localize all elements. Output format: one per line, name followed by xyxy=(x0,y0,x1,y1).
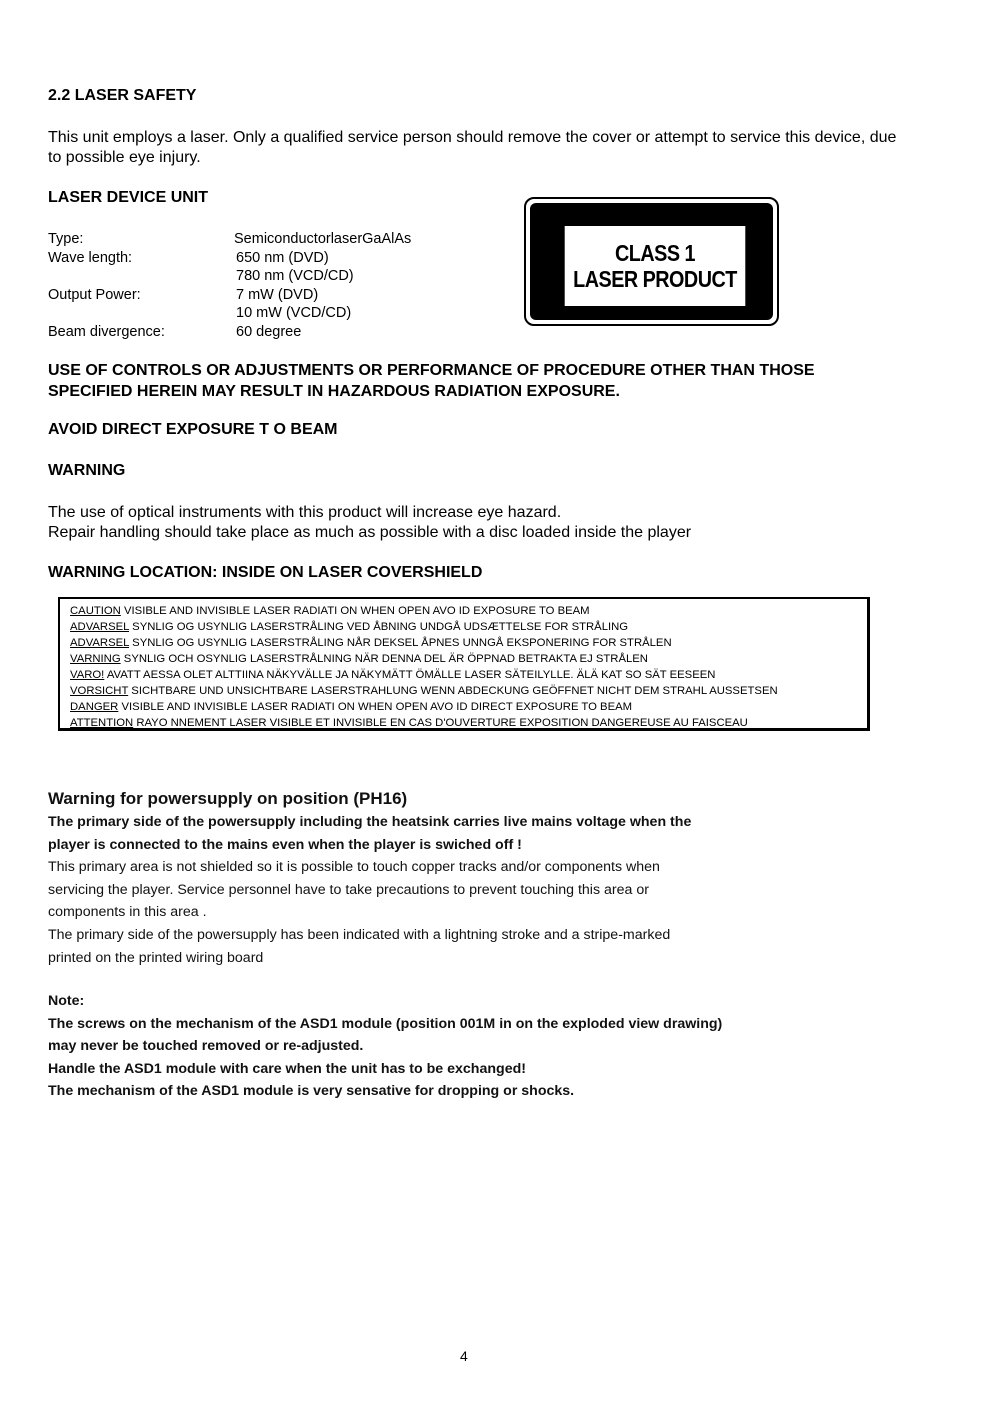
spec-value: 780 nm (VCD/CD) xyxy=(236,268,354,284)
spec-row xyxy=(48,323,508,342)
note-line: Handle the ASD1 module with care when the unit has to be exchanged! xyxy=(48,1060,526,1077)
spec-table xyxy=(48,230,508,341)
warning-lang: CAUTION xyxy=(70,605,121,617)
controls-warning-line: SPECIFIED HEREIN MAY RESULT IN HAZARDOUS RADIATION EXPOSURE. xyxy=(48,383,620,400)
warning-lang: ADVARSEL xyxy=(70,637,130,649)
label-line-1: CLASS 1 xyxy=(615,240,695,266)
spec-value: 650 nm (DVD) xyxy=(236,249,329,266)
spec-value: 10 mW (VCD/CD) xyxy=(236,305,352,321)
power-warning-body xyxy=(48,811,691,969)
section-title: 2.2 LASER SAFETY xyxy=(48,87,197,104)
spec-label: Type: xyxy=(48,231,84,247)
warning-text: SICHTBARE UND UNSICHTBARE LASERSTRAHLUNG WENN ABDECKUNG GEÖFFNET NICHT DEM STRAHL AUSSETSEN xyxy=(128,685,778,697)
laser-device-heading: LASER DEVICE UNIT xyxy=(48,189,209,206)
controls-warning-line: USE OF CONTROLS OR ADJUSTMENTS OR PERFORMANCE OF PROCEDURE OTHER THAN THOSE xyxy=(48,362,815,379)
warning-text: SYNLIG OG USYNLIG LASERSTRÅLING NÅR DEKSEL ÅPNES UNNGÅ EKSPONERING FOR STRÅLEN xyxy=(129,637,672,649)
note-line: The mechanism of the ASD1 module is very sensative for dropping or shocks. xyxy=(48,1083,575,1100)
label-text-panel xyxy=(565,226,746,306)
spec-label: Wave length: xyxy=(48,249,133,266)
intro-paragraph: This unit employs a laser. Only a qualified service person should remove the cover or attempt to service this device, due to possible eye injury. xyxy=(48,129,897,166)
warning-line xyxy=(70,683,867,699)
spec-row xyxy=(48,286,508,305)
warning-text: VISIBLE AND INVISIBLE LASER RADIATI ON WHEN OPEN AVO ID EXPOSURE TO BEAM xyxy=(120,605,590,617)
optical-line: The use of optical instruments with this product will increase eye hazard. xyxy=(48,504,562,521)
power-bold-line: The primary side of the powersupply including the heatsink carries live mains voltage when the xyxy=(48,814,692,830)
power-warning-heading: Warning for powersupply on position (PH16) xyxy=(48,789,408,808)
warning-lang: ADVARSEL xyxy=(70,621,130,633)
laser-warning-box xyxy=(58,597,870,731)
power-text-line: printed on the printed wiring board xyxy=(48,949,264,966)
spec-label: Output Power: xyxy=(48,286,141,303)
power-bold-line: player is connected to the mains even when the player is swiched off ! xyxy=(48,836,522,853)
warning-text: SYNLIG OG USYNLIG LASERSTRÅLING VED ÅBNING UNDGÅ UDSÆTTELSE FOR STRÅLING xyxy=(129,621,629,633)
spec-value: 7 mW (DVD) xyxy=(236,286,319,303)
warning-lang: VORSICHT xyxy=(70,685,129,697)
warning-line xyxy=(70,651,867,667)
warning-line xyxy=(70,603,867,619)
page-number: 4 xyxy=(460,1348,468,1364)
optical-warning xyxy=(48,503,691,543)
warning-lang: VARNING xyxy=(70,653,121,665)
warning-text: SYNLIG OCH OSYNLIG LASERSTRÅLNING NÄR DENNA DEL ÄR ÖPPNAD BETRAKTA EJ STRÅLEN xyxy=(120,653,648,665)
class-1-laser-label xyxy=(524,197,779,326)
avoid-exposure-heading: AVOID DIRECT EXPOSURE T O BEAM xyxy=(48,421,338,438)
note-section xyxy=(48,990,722,1103)
warning-lang: VARO! xyxy=(70,669,105,681)
warning-text: RAYO NNEMENT LASER VISIBLE ET INVISIBLE EN CAS D'OUVERTURE EXPOSITION DANGEREUSE AU FAISCEAU xyxy=(133,717,748,729)
spec-row xyxy=(48,304,508,323)
warning-lang: ATTENTION xyxy=(70,717,134,729)
power-text-line: The primary side of the powersupply has been indicated with a lightning stroke and a stripe-marked xyxy=(48,926,671,943)
warning-line xyxy=(70,667,867,683)
warning-line xyxy=(70,699,867,715)
note-line: The screws on the mechanism of the ASD1 module (position 001M in on the exploded view drawing) xyxy=(48,1015,723,1032)
warning-heading: WARNING xyxy=(48,462,126,479)
spec-value: 60 degree xyxy=(236,323,302,340)
power-text-line: servicing the player. Service personnel have to take precautions to prevent touching this area or xyxy=(48,881,649,898)
spec-label: Beam divergence: xyxy=(48,323,165,340)
controls-warning xyxy=(48,360,815,402)
note-line: may never be touched removed or re-adjusted. xyxy=(48,1038,364,1055)
warning-line xyxy=(70,619,867,635)
spec-value: SemiconductorlaserGaAlAs xyxy=(234,231,412,247)
warning-lang: DANGER xyxy=(70,701,119,713)
power-text-line: This primary area is not shielded so it is possible to touch copper tracks and/or components when xyxy=(48,859,660,876)
label-black-frame xyxy=(530,203,773,320)
spec-row xyxy=(48,249,508,268)
warning-location-heading: WARNING LOCATION: INSIDE ON LASER COVERSHIELD xyxy=(48,564,483,581)
spec-row xyxy=(48,267,508,286)
warning-text: VISIBLE AND INVISIBLE LASER RADIATI ON WHEN OPEN AVO ID DIRECT EXPOSURE TO BEAM xyxy=(118,701,633,713)
warning-text: AVATT AESSA OLET ALTTIINA NÄKYVÄLLE JA NÄKYMÄTT ÖMÄLLE LASER SÄTEILYLLE. ÄLÄ KAT SO SÄT EESEEN xyxy=(104,669,716,681)
note-heading: Note: xyxy=(48,993,85,1009)
power-text-line: components in this area . xyxy=(48,904,207,921)
spec-row xyxy=(48,230,508,249)
warning-line xyxy=(70,715,867,731)
label-line-2: LASER PRODUCT xyxy=(573,266,737,292)
optical-line: Repair handling should take place as much as possible with a disc loaded inside the player xyxy=(48,524,692,541)
warning-line xyxy=(70,635,867,651)
